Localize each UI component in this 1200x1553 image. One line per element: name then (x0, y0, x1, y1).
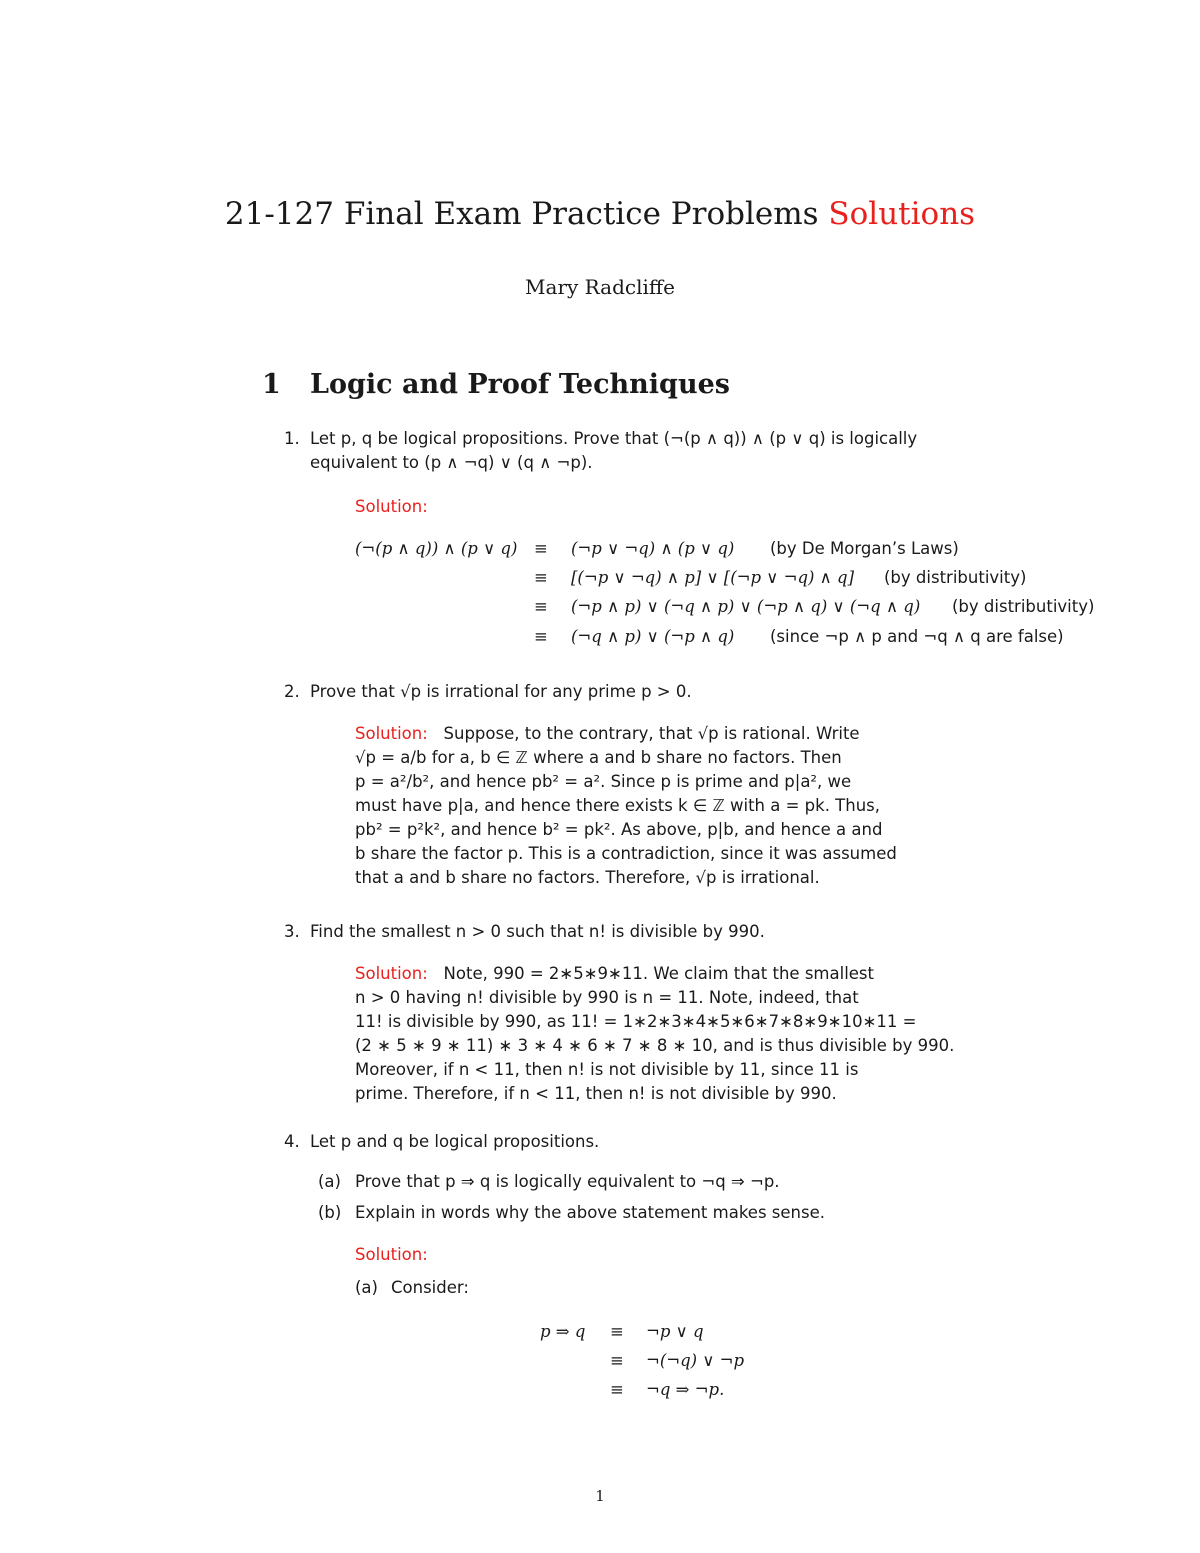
part-text: Explain in words why the above statement makes sense. (355, 1203, 825, 1222)
equiv-symbol: ≡ (610, 1322, 624, 1341)
solution-3 (355, 962, 954, 1106)
solution-line: n > 0 having n! divisible by 990 is n = 11. Note, indeed, that (355, 988, 859, 1007)
part-label: (a) (318, 1172, 341, 1191)
derivation-reason: (by De Morgan’s Laws) (770, 539, 959, 558)
equiv-symbol: ≡ (610, 1380, 624, 1399)
part-label: (a) (355, 1278, 378, 1297)
part-label: (b) (318, 1203, 342, 1222)
derivation-lhs: p ⇒ q (540, 1322, 586, 1341)
derivation-reason: (by distributivity) (884, 568, 1027, 587)
solution-line: Suppose, to the contrary, that √p is rational. Write (443, 724, 860, 743)
derivation-step: ¬q ⇒ ¬p. (646, 1380, 725, 1399)
problem-text: Find the smallest n > 0 such that n! is divisible by 990. (310, 922, 765, 941)
equiv-symbol: ≡ (610, 1351, 624, 1370)
derivation-step: ¬(¬q) ∨ ¬p (646, 1351, 745, 1370)
derivation-reason: (by distributivity) (952, 597, 1095, 616)
problem-3 (284, 920, 765, 944)
title-highlight: Solutions (828, 196, 976, 232)
title-main: 21-127 Final Exam Practice Problems (224, 196, 819, 232)
consider-text: Consider: (391, 1278, 469, 1297)
solution-2 (355, 722, 897, 890)
solution-line: b share the factor p. This is a contradiction, since it was assumed (355, 844, 897, 863)
problem-number: 2. (284, 682, 300, 701)
problem-number: 1. (284, 429, 300, 448)
derivation-step: [(¬p ∨ ¬q) ∧ p] ∨ [(¬p ∨ ¬q) ∧ q] (571, 568, 855, 587)
derivation-step: ¬p ∨ q (646, 1322, 704, 1341)
derivation-step: (¬p ∨ ¬q) ∧ (p ∨ q) (571, 539, 735, 558)
problem-2 (284, 680, 692, 704)
solution-label: Solution: (355, 497, 428, 516)
problem-number: 3. (284, 922, 300, 941)
derivation-lhs: (¬(p ∧ q)) ∧ (p ∨ q) (355, 539, 518, 558)
equiv-symbol: ≡ (534, 597, 548, 616)
solution-line: must have p|a, and hence there exists k ∈ ℤ with a = pk. Thus, (355, 796, 881, 815)
problem-part-b (318, 1201, 825, 1225)
equiv-symbol: ≡ (534, 568, 548, 587)
problem-part-a (318, 1170, 780, 1194)
solution-line: √p = a/b for a, b ∈ ℤ where a and b share no factors. Then (355, 748, 842, 767)
problem-1 (284, 427, 917, 475)
solution-line: 11! is divisible by 990, as 11! = 1∗2∗3∗4∗5∗6∗7∗8∗9∗10∗11 = (355, 1012, 917, 1031)
solution-line: that a and b share no factors. Therefore, √p is irrational. (355, 868, 820, 887)
problem-text: Let p, q be logical propositions. Prove that (¬(p ∧ q)) ∧ (p ∨ q) is logically (310, 429, 918, 448)
derivation-step: (¬q ∧ p) ∨ (¬p ∧ q) (571, 627, 735, 646)
equiv-symbol: ≡ (534, 627, 548, 646)
problem-text: Let p and q be logical propositions. (310, 1132, 600, 1151)
section-title: Logic and Proof Techniques (310, 369, 730, 400)
solution-line: pb² = p²k², and hence b² = pk². As above, p|b, and hence a and (355, 820, 883, 839)
problem-text: equivalent to (p ∧ ¬q) ∨ (q ∧ ¬p). (310, 453, 593, 472)
derivation-step: (¬p ∧ p) ∨ (¬q ∧ p) ∨ (¬p ∧ q) ∨ (¬q ∧ q) (571, 597, 921, 616)
page-number: 1 (595, 1487, 605, 1505)
equiv-symbol: ≡ (534, 539, 548, 558)
problem-text: Prove that √p is irrational for any prime p > 0. (310, 682, 692, 701)
derivation-reason: (since ¬p ∧ p and ¬q ∧ q are false) (770, 627, 1064, 646)
section-heading (262, 369, 730, 400)
solution-label: Solution: (355, 964, 428, 983)
author-name: Mary Radcliffe (525, 275, 675, 299)
section-number: 1 (262, 369, 281, 400)
solution-line: (2 ∗ 5 ∗ 9 ∗ 11) ∗ 3 ∗ 4 ∗ 6 ∗ 7 ∗ 8 ∗ 10, and is thus divisible by 990. (355, 1036, 955, 1055)
solution-line: Note, 990 = 2∗5∗9∗11. We claim that the smallest (443, 964, 874, 983)
consider-line (355, 1276, 469, 1300)
solution-line: p = a²/b², and hence pb² = a². Since p is prime and p|a², we (355, 772, 852, 791)
problem-number: 4. (284, 1132, 300, 1151)
problem-4 (284, 1130, 599, 1154)
solution-line: Moreover, if n < 11, then n! is not divisible by 11, since 11 is (355, 1060, 859, 1079)
part-text: Prove that p ⇒ q is logically equivalent to ¬q ⇒ ¬p. (355, 1172, 780, 1191)
solution-label: Solution: (355, 724, 428, 743)
solution-line: prime. Therefore, if n < 11, then n! is not divisible by 990. (355, 1084, 837, 1103)
solution-label: Solution: (355, 1245, 428, 1264)
document-title (0, 196, 1200, 232)
